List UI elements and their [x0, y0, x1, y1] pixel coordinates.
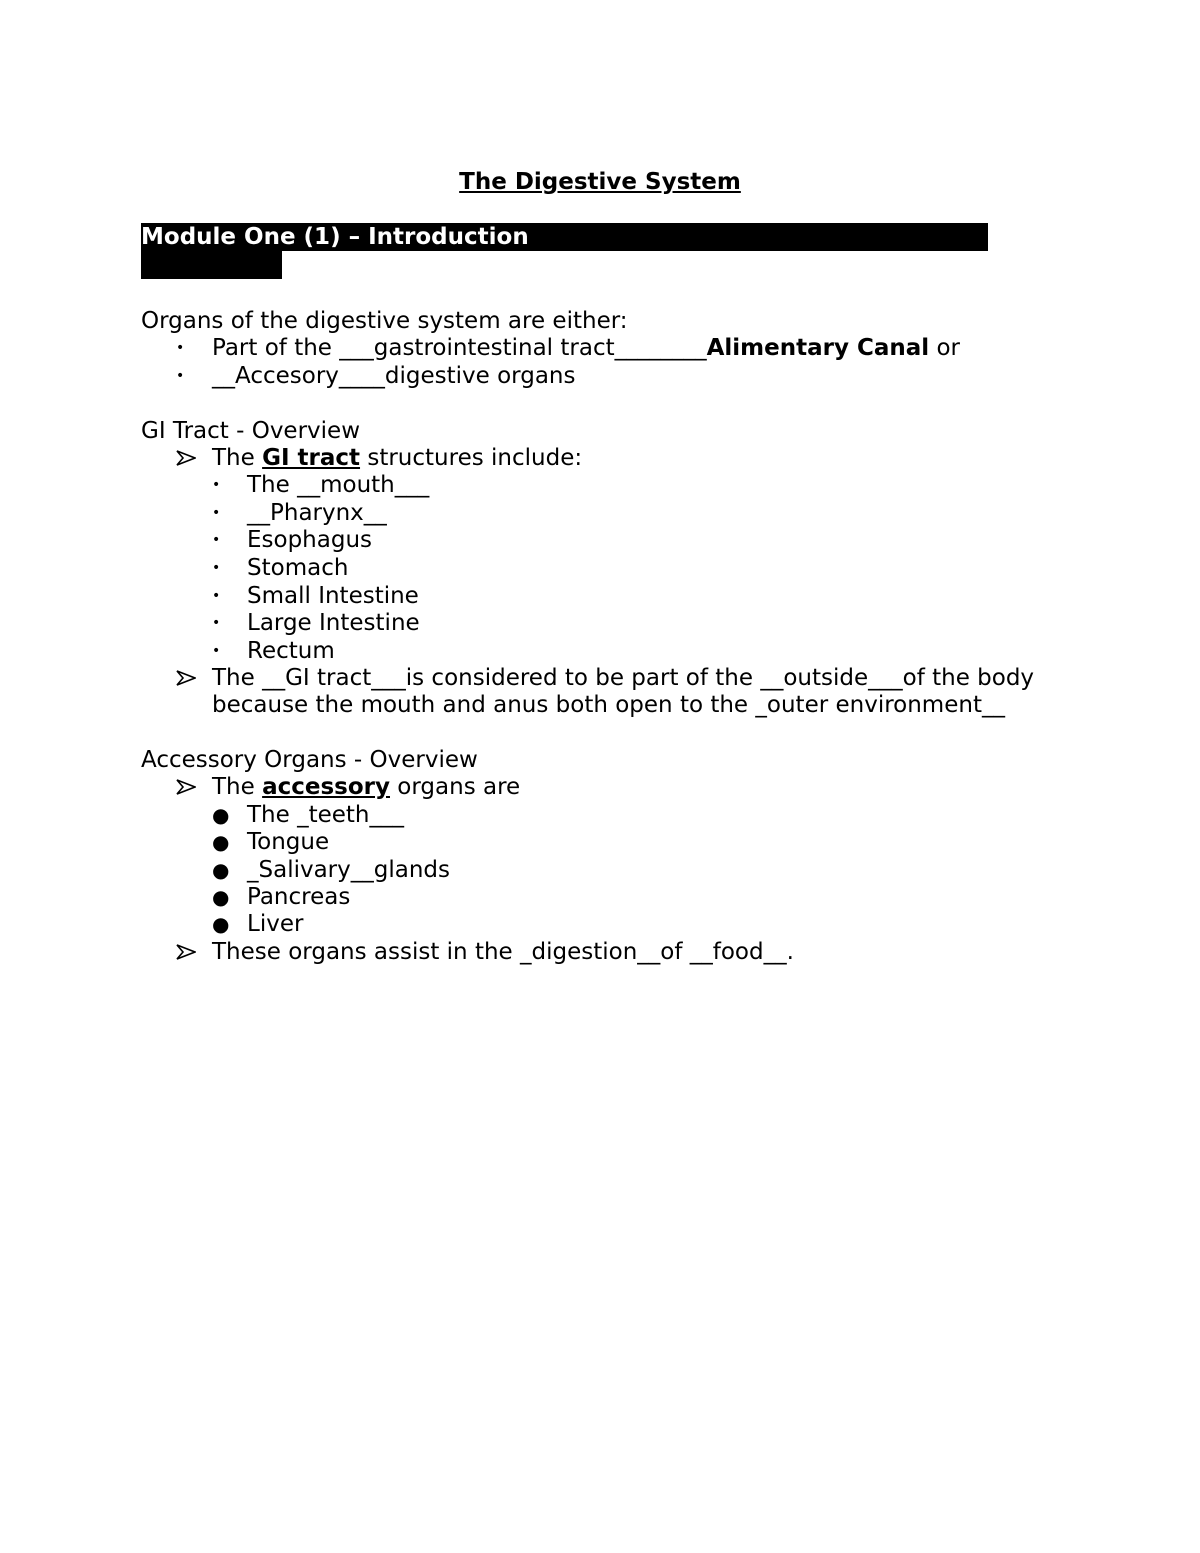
intro-lead: Organs of the digestive system are either:: [141, 308, 628, 334]
bullet-icon: •: [212, 643, 221, 659]
round-bullet-icon: ●: [212, 830, 230, 854]
list-item: Pancreas: [247, 884, 351, 910]
intro-item-2: __Accesory____digestive organs: [212, 363, 576, 389]
gi-point-2-line-2: because the mouth and anus both open to the _outer environment__: [212, 692, 1005, 718]
arrowhead-bullet-icon: [176, 773, 196, 801]
bullet-icon: •: [176, 340, 185, 356]
list-item: The _teeth___: [247, 802, 405, 828]
accessory-point-2: These organs assist in the _digestion__of __food__.: [212, 939, 794, 965]
accessory-term: accessory: [262, 774, 390, 800]
gi-point-1: [212, 444, 582, 472]
accessory-point-1-suffix: organs are: [390, 774, 521, 800]
gi-tract-term: GI tract: [262, 445, 361, 471]
bullet-icon: •: [212, 477, 221, 493]
list-item: Small Intestine: [247, 583, 419, 609]
gi-section-heading: GI Tract - Overview: [141, 418, 361, 444]
list-item: Esophagus: [247, 527, 373, 553]
module-heading-bar-tail: [141, 251, 282, 279]
bullet-icon: •: [212, 505, 221, 521]
accessory-point-1-prefix: The: [212, 774, 263, 800]
bullet-icon: •: [176, 368, 185, 384]
accessory-point-1: [212, 773, 520, 801]
module-heading: Module One (1) – Introduction: [141, 223, 988, 251]
list-item: Tongue: [247, 829, 330, 855]
intro-item-1-prefix: Part of the ___gastrointestinal tract________: [212, 335, 707, 361]
arrowhead-bullet-icon: [176, 664, 196, 692]
list-item: Large Intestine: [247, 610, 420, 636]
list-item: _Salivary__glands: [247, 857, 450, 883]
bullet-icon: •: [212, 560, 221, 576]
list-item: Stomach: [247, 555, 349, 581]
round-bullet-icon: ●: [212, 803, 230, 827]
bullet-icon: •: [212, 532, 221, 548]
alimentary-canal-term: Alimentary Canal: [706, 335, 930, 361]
intro-item-1: [212, 334, 960, 362]
bullet-icon: •: [212, 615, 221, 631]
accessory-section-heading: Accessory Organs - Overview: [141, 747, 478, 773]
gi-point-1-prefix: The: [212, 445, 263, 471]
intro-item-1-suffix: or: [929, 335, 960, 361]
list-item: __Pharynx__: [247, 500, 387, 526]
bullet-icon: •: [212, 588, 221, 604]
list-item: Liver: [247, 911, 304, 937]
arrowhead-bullet-icon: [176, 444, 196, 472]
list-item: The __mouth___: [247, 472, 430, 498]
arrowhead-bullet-icon: [176, 938, 196, 966]
round-bullet-icon: ●: [212, 912, 230, 936]
list-item: Rectum: [247, 638, 335, 664]
document-title: The Digestive System: [459, 169, 741, 195]
gi-point-2-line-1: The __GI tract___is considered to be part of the __outside___of the body: [212, 665, 1035, 691]
gi-point-1-suffix: structures include:: [360, 445, 583, 471]
round-bullet-icon: ●: [212, 858, 230, 882]
round-bullet-icon: ●: [212, 885, 230, 909]
